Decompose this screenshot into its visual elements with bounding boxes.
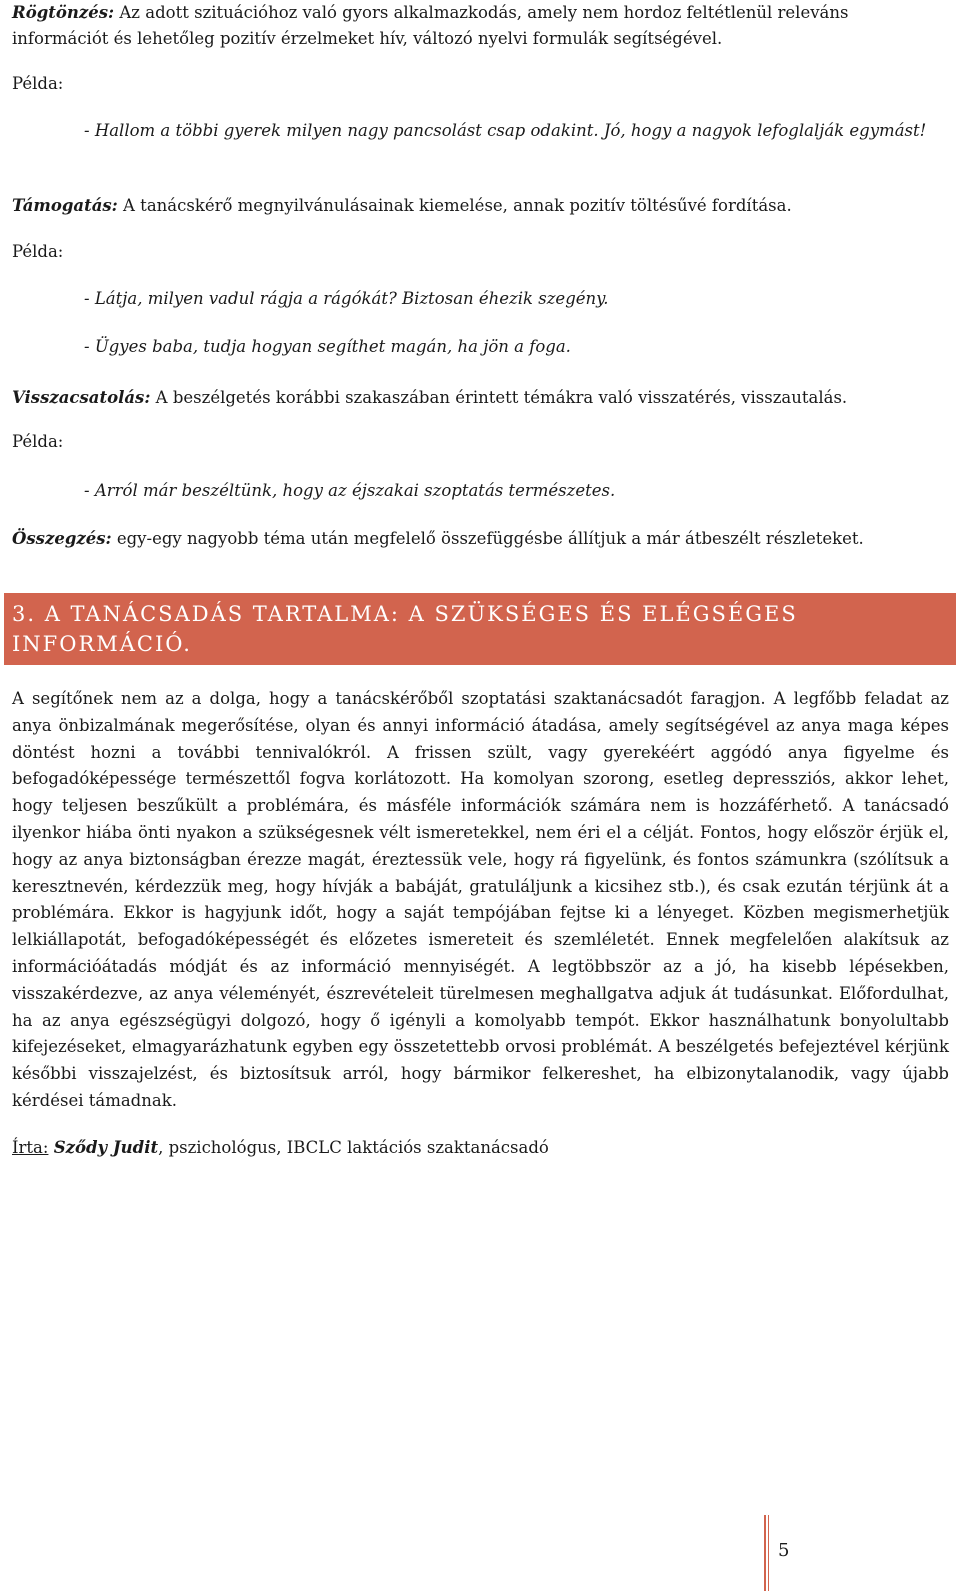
example-label: Példa: [12,74,64,93]
example-label: Példa: [12,432,64,451]
definition-text: A beszélgetés korábbi szakaszában érintett témákra való visszatérés, visszautalás. [150,388,848,407]
example-item: - Látja, milyen vadul rágja a rágókát? Biztosan éhezik szegény. [84,289,609,308]
term-visszacsatolas: Visszacsatolás: [12,388,151,407]
definition-text: egy-egy nagyobb téma után megfelelő összefüggésbe állítjuk a már átbeszélt részleteket. [111,529,864,548]
page-number-rule [764,1515,766,1591]
page-number: 5 [778,1540,790,1561]
section-heading [12,599,912,659]
author-line [12,1138,549,1157]
definition-text: Az adott szituációhoz való gyors alkalmazkodás, amely nem hordoz feltétlenül releváns információt és lehetőleg pozitív érzelmeket hív, változó nyelvi formulák segítségével. [12,3,849,48]
definition-osszegzes [12,526,944,552]
term-rogtonzes: Rögtönzés: [12,3,115,22]
example-label: Példa: [12,242,64,261]
section-heading-line-1: 3. A TANÁCSADÁS TARTALMA: A SZÜKSÉGES ÉS ELÉGSÉGES [12,602,798,626]
page-number-rule [768,1515,769,1591]
author-role: , pszichológus, IBCLC laktációs szaktanácsadó [158,1138,549,1157]
section-heading-line-2: INFORMÁCIÓ. [12,632,192,656]
body-paragraph: A segítőnek nem az a dolga, hogy a tanácskérőből szoptatási szaktanácsadót faragjon. A legfőbb feladat az anya önbizalmának megerősítése, olyan és annyi információ átadása, amely segítségével az anya maga képes döntést hozni a további tennivalókról. A frissen szült, vagy gyerekéért aggódó anya figyelme és befogadóképessége természettől fogva korlátozott. Ha komolyan szorong, esetleg depressziós, akkor lehet, hogy teljesen beszűkült a problémára, és másféle információk számára nem is hozzáférhető. A tanácsadó ilyenkor hiába önti nyakon a szükségesnek vélt ismeretekkel, nem éri el a célját. Fontos, hogy először érjük el, hogy az anya biztonságban érezze magát, éreztessük vele, hogy rá figyelünk, és fontos számunkra (szólítsuk a keresztnevén, kérdezzük meg, hogy hívják a babáját, gratuláljunk a kicsihez stb.), és csak ezután térjünk át a problémára. Ekkor is hagyjunk időt, hogy a saját tempójában fejtse ki a lényeget. Közben megismerhetjük lelkiállapotát, befogadóképességét és előzetes ismereteit és szemléletét. Ennek megfelelően alakítsuk az információátadás módját és az információ mennyiségét. A legtöbbször az a jó, ha kisebb lépésekben, visszakérdezve, az anya véleményét, észrevételeit türelmesen meghallgatva adjuk át tudásunkat. Előfordulhat, ha az anya egészségügyi dolgozó, hogy ő igényli a komolyabb tempót. Ekkor használhatunk bonyolultabb kifejezéseket, elmagyarázhatunk egyben egy összetettebb orvosi problémát. A beszélgetés befejeztével kérjünk későbbi visszajelzést, és biztosítsuk arról, hogy bármikor felkereshet, ha elbizonytalanodik, vagy újabb kérdései támadnak. [12,689,949,1110]
term-tamogatas: Támogatás: [12,196,118,215]
author-name: Sződy Judit [53,1138,159,1157]
author-label: Írta: [12,1138,49,1157]
example-item: - Ügyes baba, tudja hogyan segíthet magán, ha jön a foga. [84,337,571,356]
definition-text: A tanácskérő megnyilvánulásainak kiemelése, annak pozitív töltésűvé fordítása. [117,196,792,215]
example-item: - Arról már beszéltünk, hogy az éjszakai szoptatás természetes. [84,481,616,500]
definition-tamogatas [12,193,944,219]
example-item: - Hallom a többi gyerek milyen nagy pancsolást csap odakint. Jó, hogy a nagyok lefoglalják egymást! [84,121,927,140]
term-osszegzes: Összegzés: [12,529,112,548]
definition-visszacsatolas [12,385,944,411]
definition-rogtonzes [12,0,944,52]
